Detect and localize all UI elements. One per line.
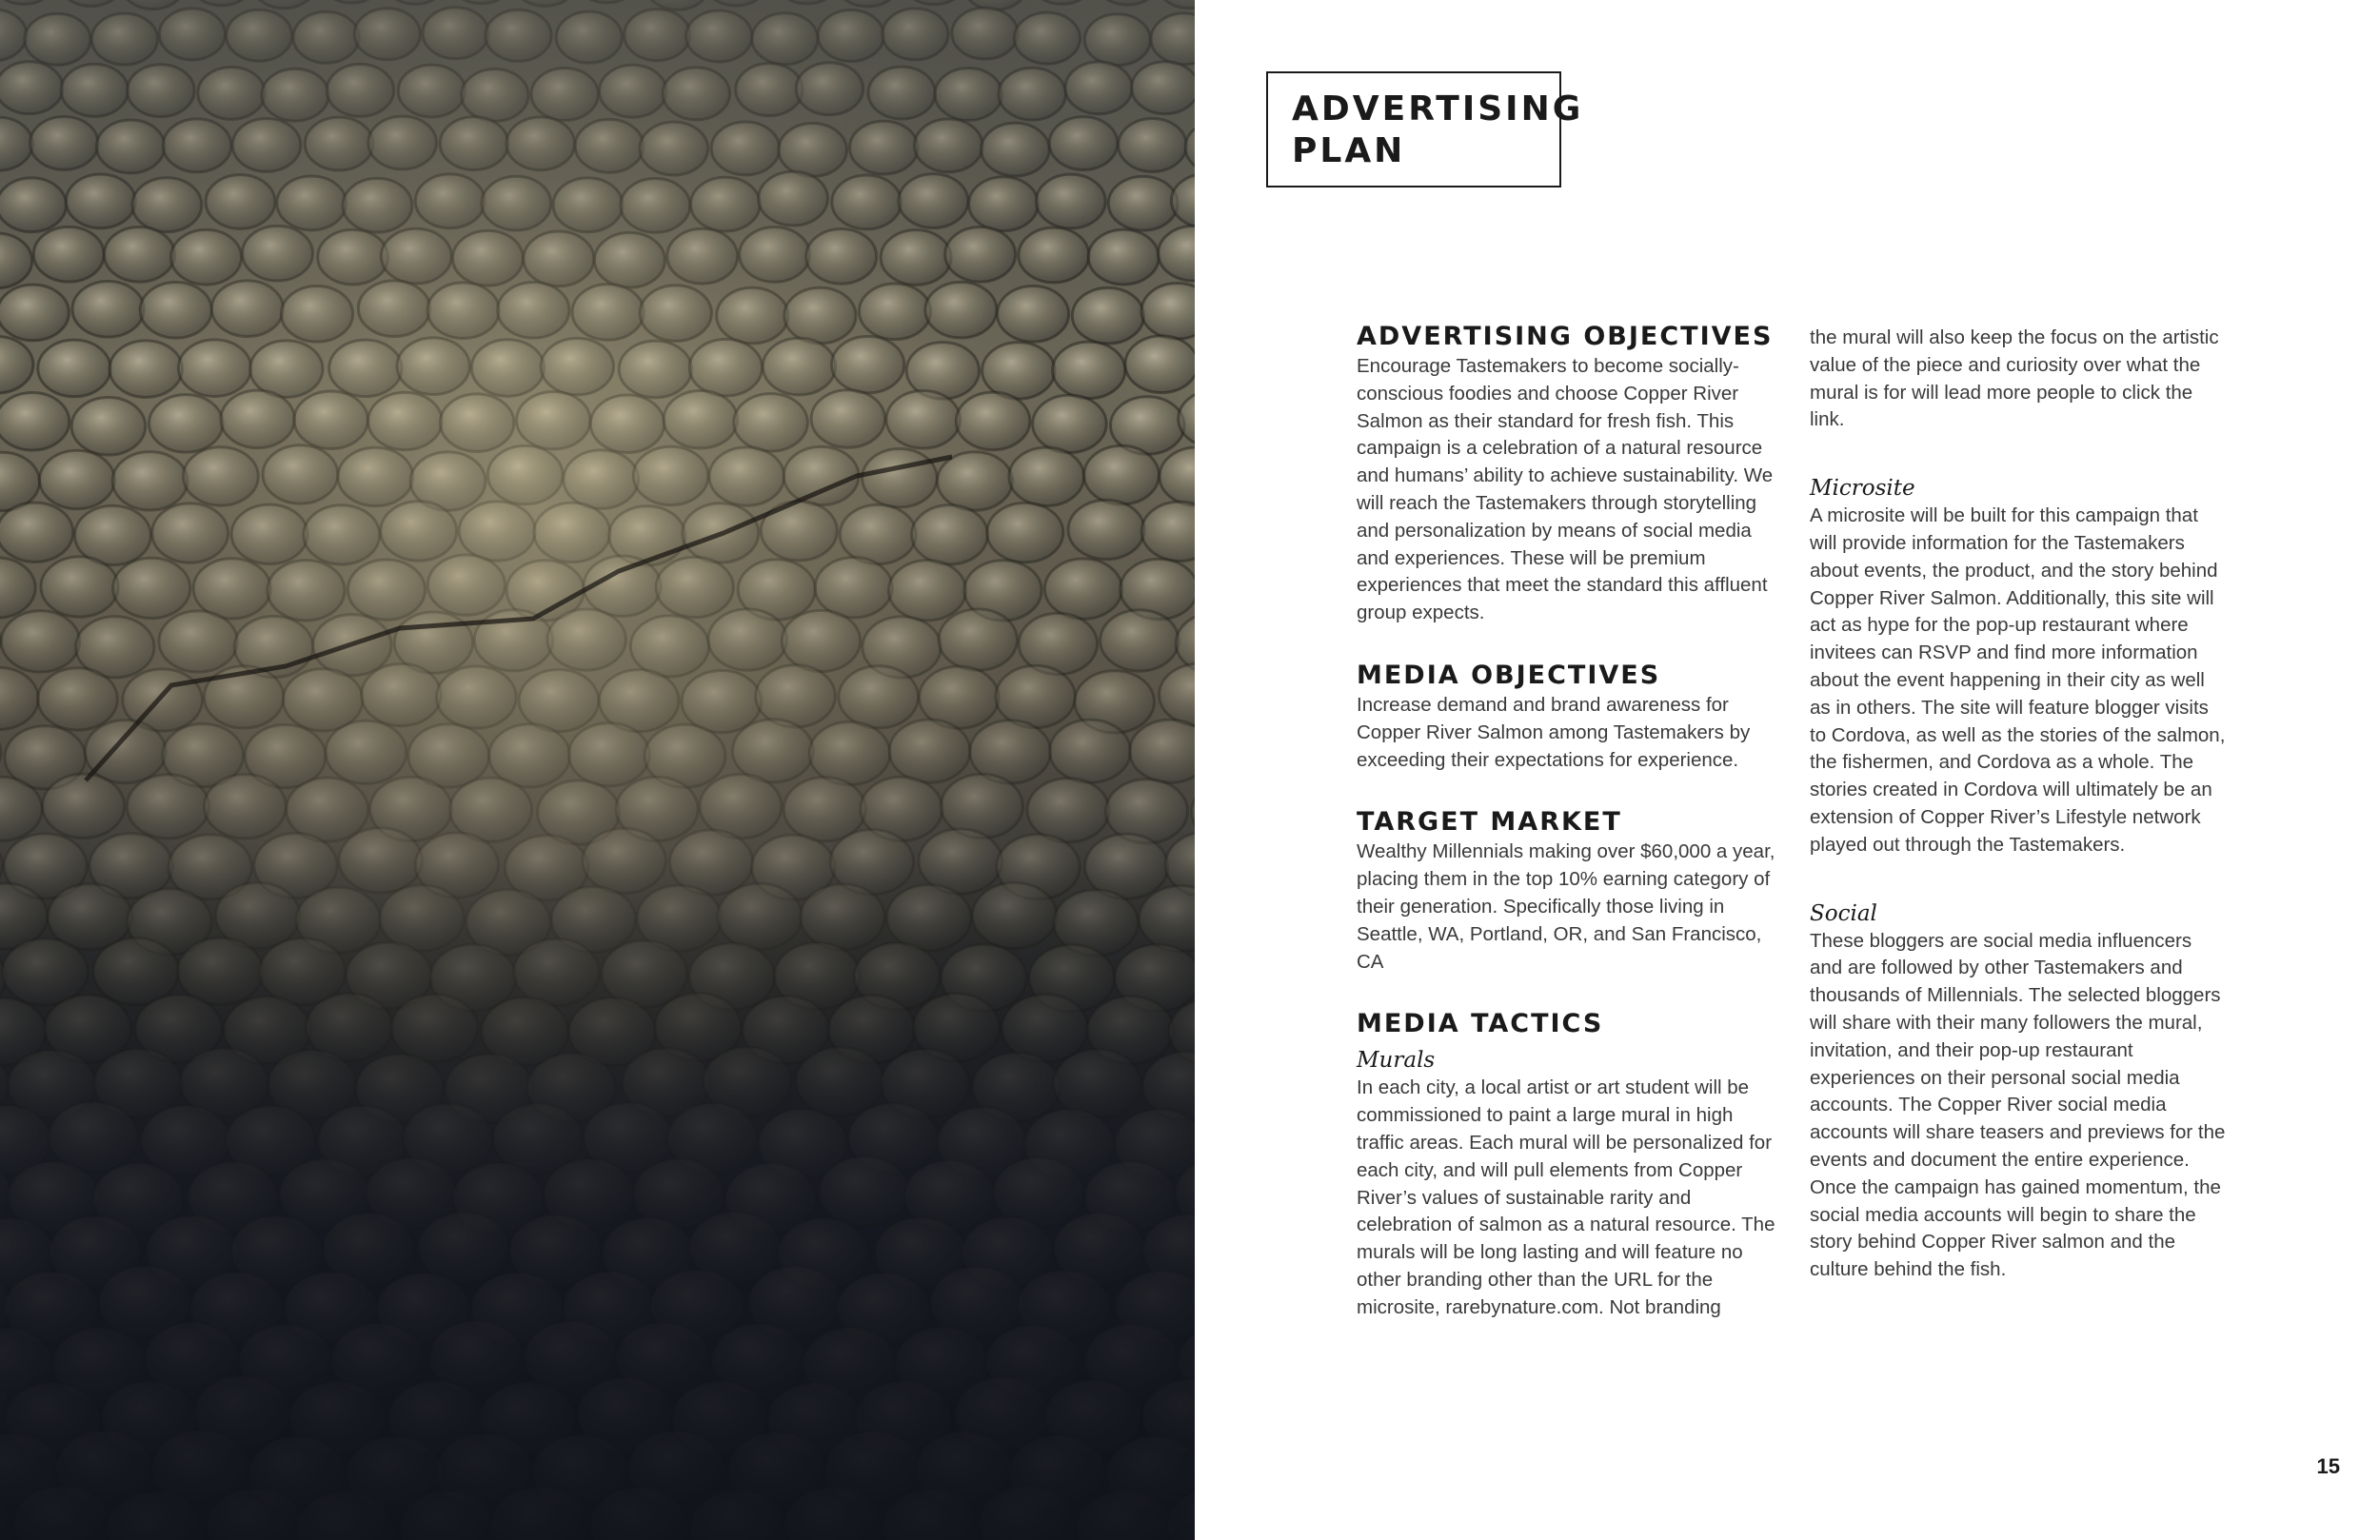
advertising-objectives-heading: ADVERTISING OBJECTIVES xyxy=(1357,322,1774,351)
murals-subheading: Murals xyxy=(1357,1048,1436,1074)
target-market-heading: TARGET MARKET xyxy=(1357,807,1622,838)
microsite-subheading: Microsite xyxy=(1810,476,1915,502)
social-subheading: Social xyxy=(1810,900,1877,926)
media-objectives-body: Increase demand and brand awareness for Copper River Salmon among Tastemakers by exceeding their expectations for experience. xyxy=(1357,693,1751,771)
media-tactics-heading: MEDIA TACTICS xyxy=(1357,1009,1604,1039)
text-column-left xyxy=(1357,321,1775,1322)
murals-body-continued: the mural will also keep the focus on the artistic value of the piece and curiosity over what the mural is for will lead more people to click the link. xyxy=(1810,326,2219,431)
target-market-body: Wealthy Millennials making over $60,000 a year, placing them in the top 10% earning category of their generation. Specifically those living in Seattle, WA, Portland, OR, and San Francisco, CA xyxy=(1357,840,1775,973)
page-title-box xyxy=(1266,71,1584,188)
murals-body: In each city, a local artist or art student will be commissioned to paint a large mural in high traffic areas. Each mural will be personalized for each city, and will pull elements from Copper River’s values of sustainable rarity and celebration of salmon as a natural resource. The murals will be long lasting and will feature no other branding other than the URL for the microsite, rarebynature.com. Not branding xyxy=(1357,1076,1775,1318)
advertising-objectives-body: Encourage Tastemakers to become socially-conscious foodies and choose Copper River Salmon as their standard for fresh fish. This campaign is a celebration of a natural resource and humans’ ability to achieve sustainability. We will reach the Tastemakers through storytelling and personalization by means of social media and experiences. These will be premium experiences that meet the standard this affluent group expects. xyxy=(1357,355,1774,624)
microsite-body: A microsite will be built for this campaign that will provide information for the Tastemakers about events, the product, and the story behind Copper River Salmon. Additionally, this site will act as hype for the pop-up restaurant where invitees can RSVP and find more information about the event happening in their city as well as in others. The site will feature blogger visits to Cordova, as well as the stories of the salmon, the fishermen, and Cordova as a whole. The stories created in Cordova will ultimately be an extension of Copper River’s Lifestyle network played out through the Tastemakers. xyxy=(1810,504,2226,856)
page-title-line-1: ADVERTISING xyxy=(1292,89,1584,128)
page-title-line-2: PLAN xyxy=(1292,131,1406,170)
text-column-right xyxy=(1810,325,2229,1284)
text-page xyxy=(1195,0,2380,1540)
social-body: These bloggers are social media influencers and are followed by other Tastemakers and thousands of Millennials. The selected bloggers will share with their many followers the mural, invitation, and their pop-up restaurant experiences on their personal social media accounts. The Copper River social media accounts will share teasers and previews for the events and document the entire experience. Once the campaign has gained momentum, the social media accounts will begin to share the story behind Copper River salmon and the culture behind the fish. xyxy=(1810,929,2226,1281)
media-objectives-heading: MEDIA OBJECTIVES xyxy=(1357,660,1661,690)
page-number: 15 xyxy=(2316,1454,2340,1478)
